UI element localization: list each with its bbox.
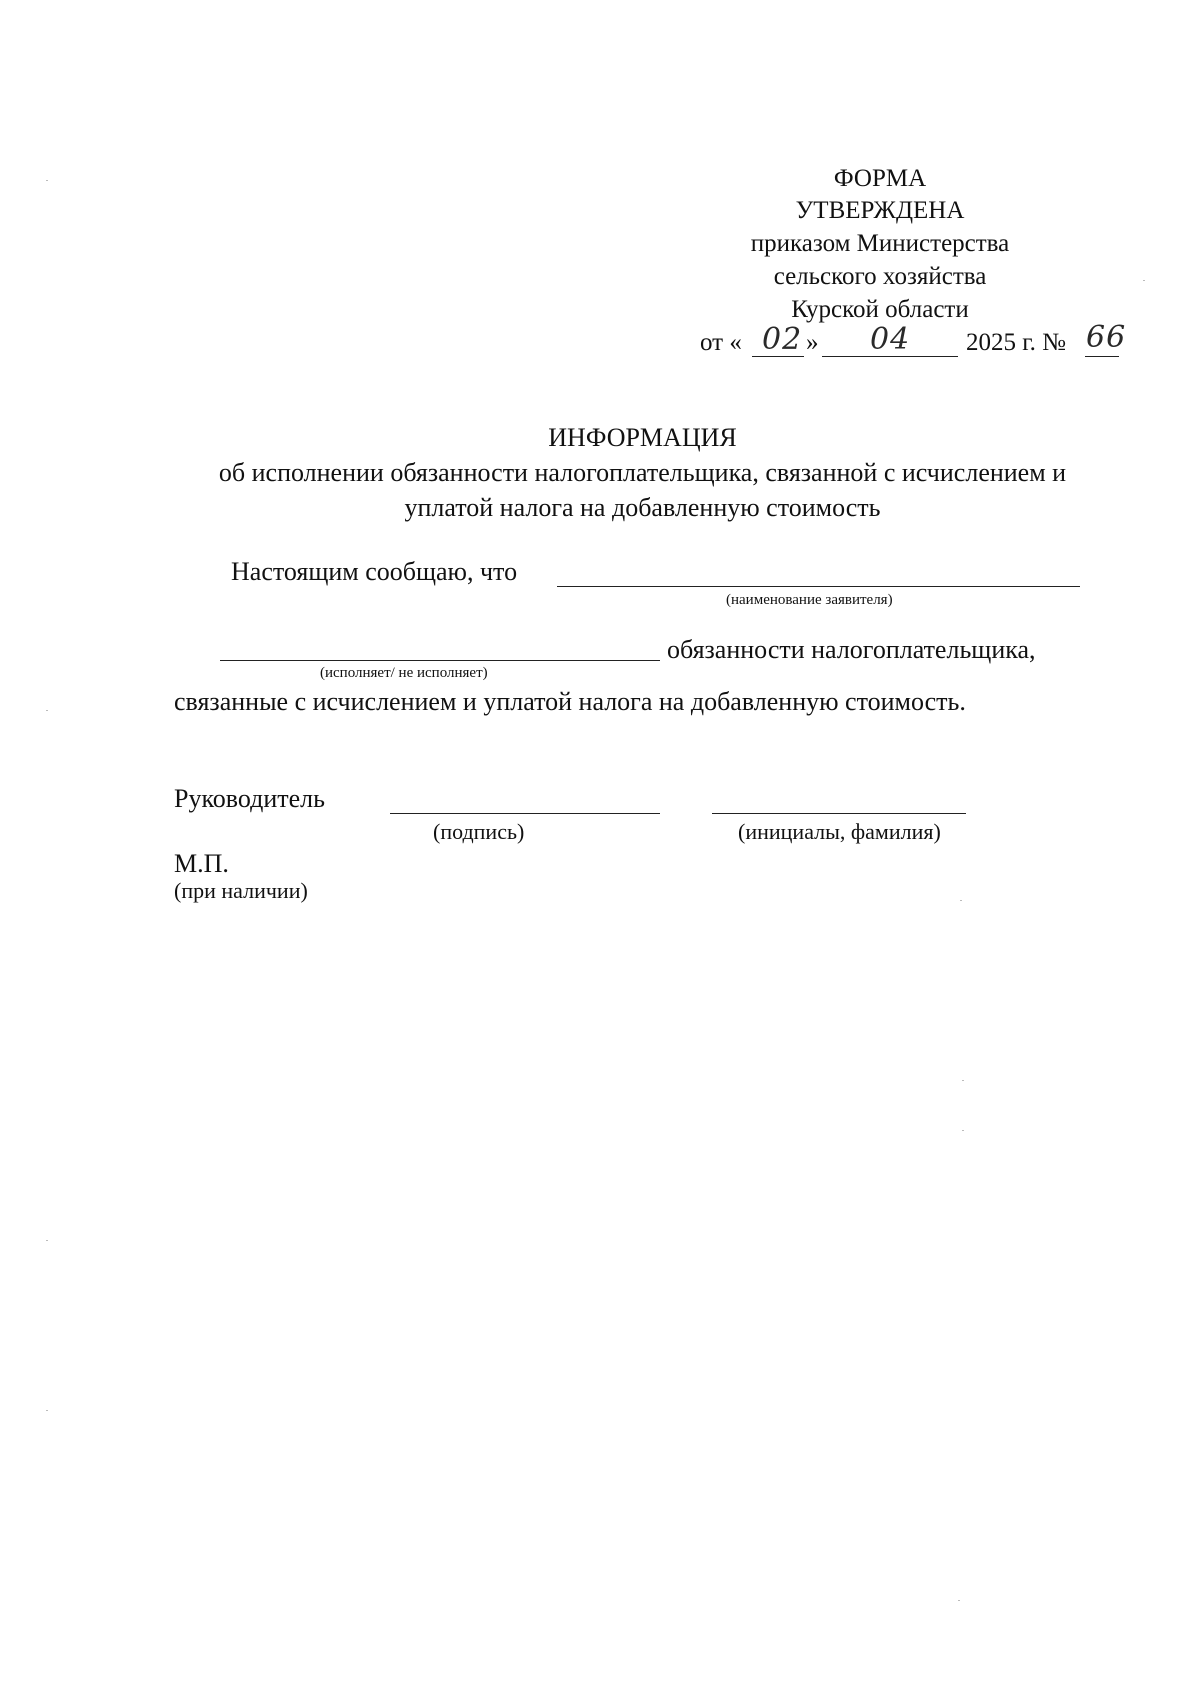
fulfil-caption: (исполняет/ не исполняет) (320, 665, 488, 681)
number-handwritten: 66 (1086, 320, 1127, 355)
name-caption: (инициалы, фамилия) (738, 819, 941, 844)
scan-speck (46, 1240, 48, 1241)
intro-text: Настоящим сообщаю, что (231, 557, 518, 586)
document-subtitle-line-1: об исполнении обязанности налогоплательщика, связанной с исчислением и (218, 458, 1067, 487)
scan-speck (46, 180, 48, 181)
scan-speck (1143, 280, 1145, 281)
name-line (712, 813, 966, 814)
date-prefix: от « (700, 329, 742, 356)
approval-approved-label: УТВЕРЖДЕНА (795, 197, 965, 224)
role-label: Руководитель (174, 784, 325, 813)
stamp-note: (при наличии) (174, 878, 308, 903)
scan-speck (962, 1080, 964, 1081)
applicant-caption: (наименование заявителя) (726, 592, 893, 608)
signature-caption: (подпись) (433, 819, 525, 844)
day-handwritten: 02 (762, 322, 803, 357)
scan-speck (962, 1130, 964, 1131)
closing-text: связанные с исчислением и уплатой налога на добавленную стоимость. (174, 687, 966, 716)
scan-speck (46, 1410, 48, 1411)
approval-region-line: Курской области (791, 296, 969, 323)
fulfil-status-line (220, 660, 660, 661)
number-underline (1085, 356, 1119, 357)
approval-order-line: приказом Министерства (750, 230, 1010, 257)
document-title: ИНФОРМАЦИЯ (548, 423, 737, 452)
document-subtitle-line-2: уплатой налога на добавленную стоимость (404, 493, 881, 522)
applicant-name-line (557, 586, 1080, 587)
signature-line (390, 813, 660, 814)
scan-speck (958, 1600, 960, 1601)
approval-form-label: ФОРМА (833, 165, 927, 192)
date-mid: » (806, 329, 819, 356)
scan-speck (46, 710, 48, 711)
scan-speck (960, 900, 962, 901)
month-handwritten: 04 (870, 322, 911, 357)
duties-text: обязанности налогоплательщика, (667, 635, 1036, 664)
year-and-number-label: 2025 г. № (966, 329, 1067, 356)
stamp-label: М.П. (174, 849, 229, 878)
approval-ministry-line: сельского хозяйства (773, 263, 987, 290)
